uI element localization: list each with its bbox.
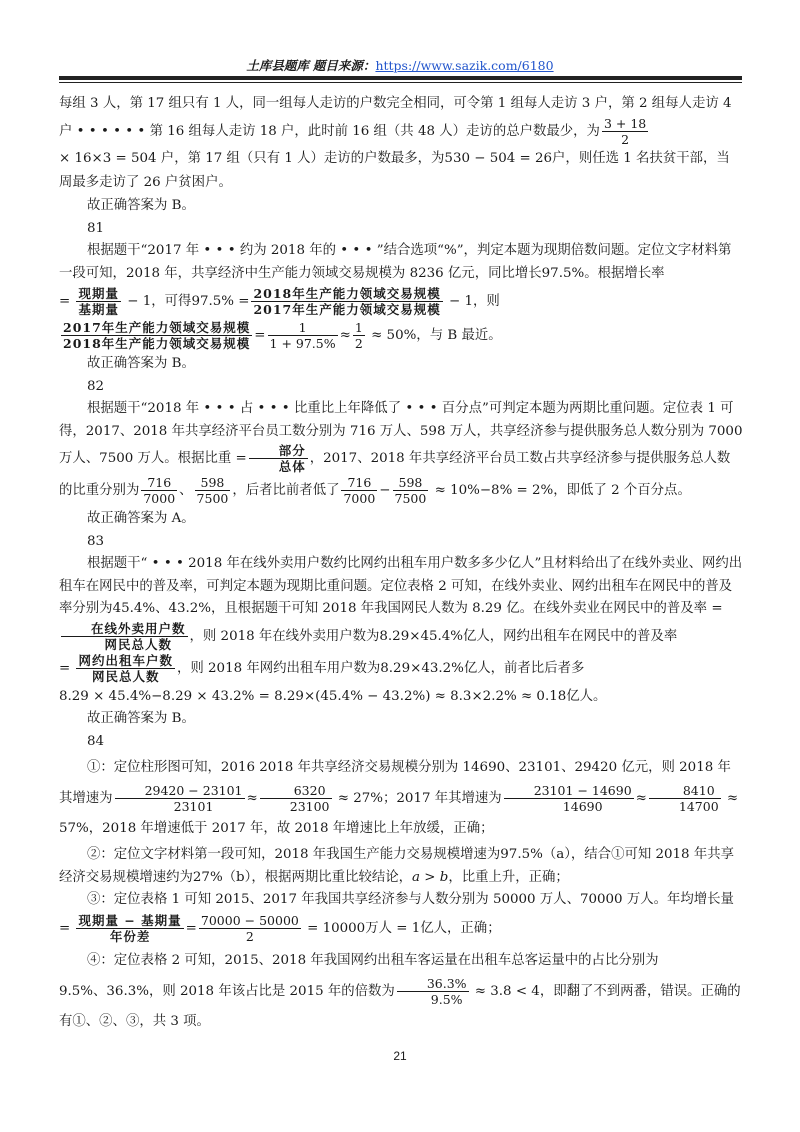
source-label: 题目来源：	[312, 58, 376, 73]
q82-formula: 的比重分别为 $\frac{716}{7000}$ 、 $\frac{598}{7500}$ ，后者比前者低了 $\frac{716}{7000}$ − $\frac{598}{7500}$ ≈ 10%−8% = 2%，即低了 2 个百分点。	[59, 475, 691, 506]
q84-statement-2: ②：定位文字材料第一段可知，2018 年我国生产能力交易规模增速为97.5%（a），结合①可知 2018 年共享经济交易规模增速约为27%（b），根据两期比重比较结论，a > b，比重上升，正确；	[59, 847, 734, 885]
fraction: $\frac{29420 - 23101}{23101}$	[115, 783, 245, 814]
q83-solution: 根据题干“ • • • 2018 年在线外卖用户数约比网约出租车用户数多多少亿人”且材料给出了在线外卖业、网约出租车在网民中的普及率，可判定本题为现期比重问题。定位表格 2 可知，在线外卖业、网约出租车在网民中的普及率分别为45.4%、43.2%，且根据题干可知 2018 年我国网民人数为 8.29 亿。在线外卖业在网民中的普及率 = $\frac{\text{在线外卖用户数}}{\text{网民总人数}}$ ，则 2018 年在线外卖用户数为8.29×45.4%亿人，网约出租车在网民中的普及率	[59, 556, 743, 652]
fraction: $\frac{598}{7500}$	[394, 475, 427, 506]
q84-statement-3: ③：定位表格 1 可知 2015、2017 年我国共享经济参与人数分别为 50000 万人、70000 万人。年均增长量	[87, 892, 734, 907]
fraction: $\frac{\text{2017年生产能力领域交易规模}}{\text{2018年生产能力领域交易规模}}$	[63, 320, 251, 351]
fraction: $\frac{3 + 18}{2}$	[603, 116, 647, 147]
q82-solution: 根据题干“2018 年 • • • 占 • • • 比重比上年降低了 • • • 百分点”可判定本题为两期比重问题。定位表 1 可得，2017、2018 年共享经济平台员工数分别为 716 万人、598 万人，共享经济参与提供服务总人数分别为 7000 万人、7500 万人。根据比重 = $\frac{\text{部分}}{\text{总体}}$ ，2017、2018 年共享经济平台员工数占共享经济参与提供服务总人数	[59, 401, 743, 474]
page-number: 21	[393, 1049, 407, 1063]
fraction: $\frac{6320}{23100}$	[260, 783, 332, 814]
fraction: $\frac{8410}{14700}$	[649, 783, 721, 814]
fraction: $\frac{1}{1 + 97.5\%}$	[269, 320, 336, 351]
fraction: $\frac{716}{7000}$	[343, 475, 376, 506]
answer-80: 故正确答案为 B。	[87, 198, 195, 213]
fraction: $\frac{\text{部分}}{\text{总体}}$	[249, 443, 308, 474]
question-number-84: 84	[87, 733, 105, 749]
answer-81: 故正确答案为 B。	[87, 356, 195, 371]
fraction: $\frac{598}{7500}$	[196, 475, 229, 506]
fraction: $\frac{\text{网约出租车户数}}{\text{网民总人数}}$	[78, 652, 173, 684]
source-link[interactable]: https://www.sazik.com/6180	[375, 58, 554, 73]
answer-82: 故正确答案为 A。	[87, 511, 195, 526]
document-body	[59, 92, 743, 1037]
q80-solution: 每组 3 人，第 17 组只有 1 人，同一组每人走访的户数完全相同，可令第 1 组每人走访 3 户，第 2 组每人走访 4 户 • • • • • • 第 16 组每人走访 18 户，此时前 16 组（共 48 人）走访的总户数最少，为 $\frac{3 + 18}{2}$ × 16×3 = 504 户，第 17 组（只有 1 人）走访的户数最多，为530 − 504 = 26户，则任选 1 名扶贫干部，当周最多走访了 26 户贫困户。	[59, 96, 732, 190]
fraction: $\frac{\text{在线外卖用户数}}{\text{网民总人数}}$	[61, 621, 188, 652]
question-number-81: 81	[87, 220, 105, 236]
q83-formula: = $\frac{\text{网约出租车户数}}{\text{网民总人数}}$ ，则 2018 年网约出租车用户数为8.29×43.2%亿人，前者比后者多	[59, 652, 585, 684]
q84-formula-3: = $\frac{\text{现期量 − 基期量}}{\text{年份差}}$ = $\frac{70000 - 50000}{2}$ = 10000万人 = 1亿人，正确；	[59, 912, 501, 944]
q81-solution: 根据题干“2017 年 • • • 约为 2018 年的 • • • ”结合选项“%”，判定本题为现期倍数问题。定位文字材料第一段可知，2018 年，共享经济中生产能力领域交易规模为 8236 亿元，同比增长97.5%。根据增长率	[59, 243, 732, 281]
page-header	[0, 56, 800, 74]
fraction: $\frac{70000 - 50000}{2}$	[200, 912, 299, 944]
question-number-83: 83	[87, 533, 105, 549]
fraction: $\frac{716}{7000}$	[143, 475, 176, 506]
fraction: $\frac{36.3\%}{9.5\%}$	[397, 976, 469, 1007]
q81-formula-1: = $\frac{\text{现期量}}{\text{基期量}}$ − 1，可得97.5% = $\frac{\text{2018年生产能力领域交易规模}}{\text{2017年生产能力领域交易规模}}$ − 1，则	[59, 286, 500, 317]
q84-statement-4: ④：定位表格 2 可知，2015、2018 年我国网约出租车客运量在出租车总客运量中的占比分别为9.5%、36.3%，则 2018 年该占比是 2015 年的倍数为 $\frac{36.3\%}{9.5\%}$ ≈ 3.8 < 4，即翻了不到两番，错误。正确的有①、②、③，共 3 项。	[59, 952, 741, 1029]
site-name: 土库县题库	[246, 58, 309, 73]
question-number-82: 82	[87, 378, 105, 394]
fraction: $\frac{\text{现期量 − 基期量}}{\text{年份差}}$	[78, 912, 182, 944]
q83-calculation: 8.29 × 45.4%−8.29 × 43.2% = 8.29×(45.4% − 43.2%) ≈ 8.3×2.2% ≈ 0.18亿人。	[59, 688, 607, 704]
fraction: $\frac{1}{2}$	[354, 320, 363, 351]
fraction: $\frac{\text{现期量}}{\text{基期量}}$	[78, 286, 119, 317]
answer-83: 故正确答案为 B。	[87, 711, 195, 726]
header-rule	[59, 76, 742, 80]
q84-statement-1: ①：定位柱形图可知，2016 2018 年共享经济交易规模分别为 14690、23101、29420 亿元，则 2018 年其增速为 $\frac{29420 - 23101}{23101}$ ≈ $\frac{6320}{23100}$ ≈ 27%；2017 年其增速为 $\frac{23101 - 14690}{14690}$ ≈ $\frac{8410}{14700}$ ≈ 57%，2018 年增速低于 2017 年，故 2018 年增速比上年放缓，正确；	[59, 760, 739, 836]
fraction: $\frac{23101 - 14690}{14690}$	[504, 783, 634, 814]
header-rule-thin	[59, 82, 742, 83]
fraction: $\frac{\text{2018年生产能力领域交易规模}}{\text{2017年生产能力领域交易规模}}$	[253, 286, 441, 317]
q81-formula-2: $\frac{\text{2017年生产能力领域交易规模}}{\text{2018年生产能力领域交易规模}}$ = $\frac{1}{1 + 97.5\%}$ ≈ $\frac{1}{2}$ ≈ 50%，与 B 最近。	[63, 320, 502, 351]
